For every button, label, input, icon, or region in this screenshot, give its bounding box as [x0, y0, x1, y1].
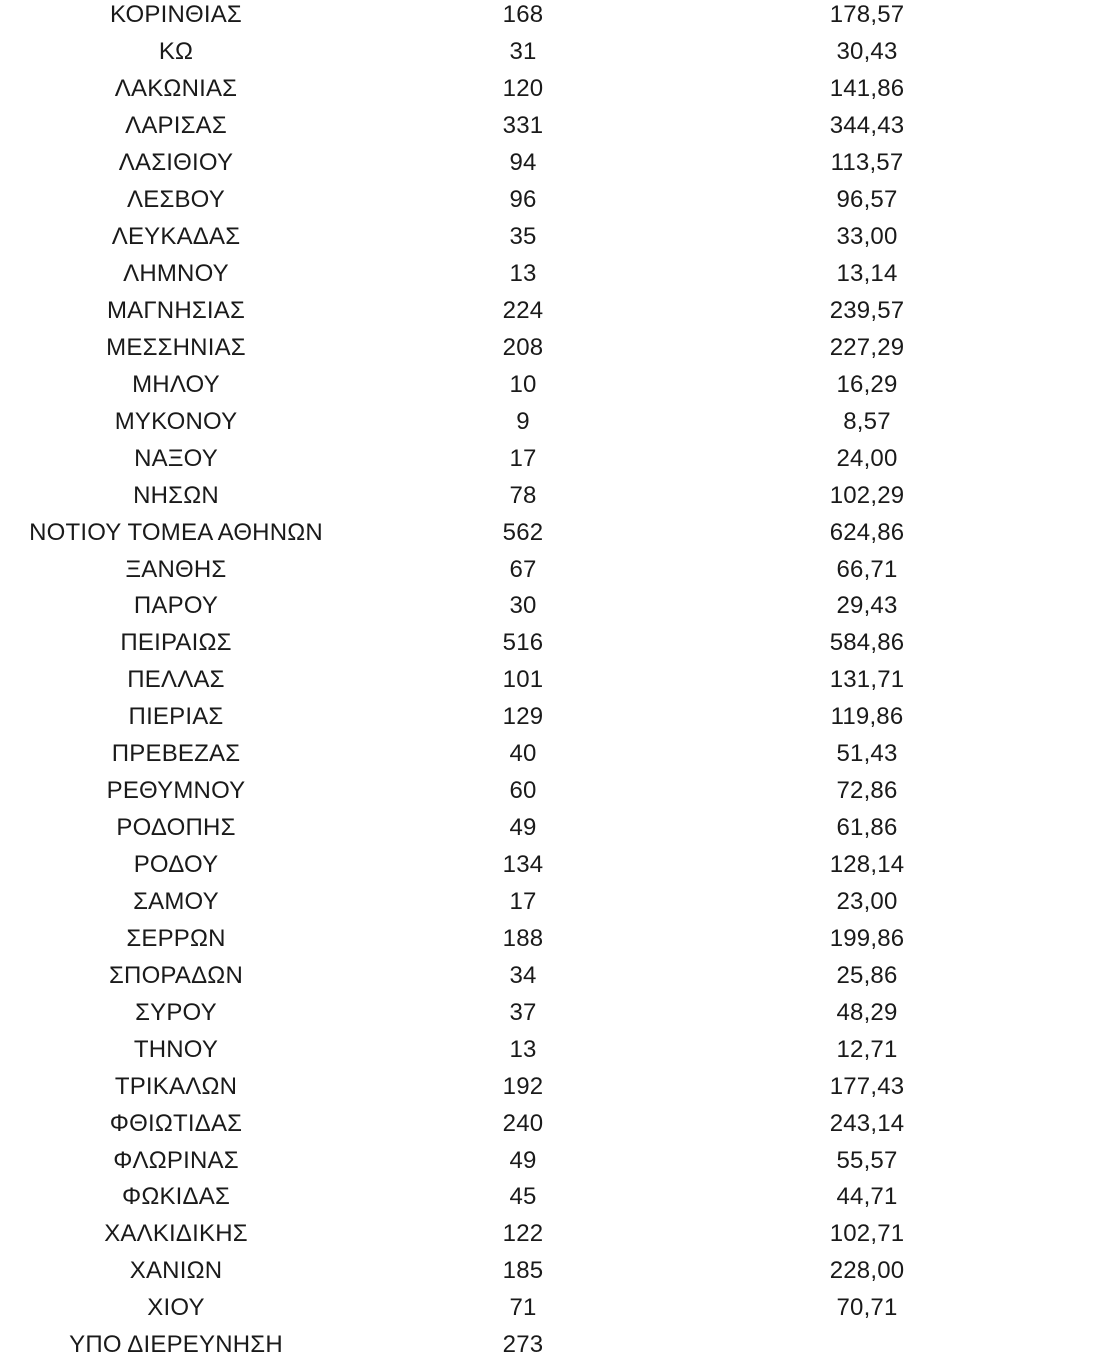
average-value: 55,57	[836, 1146, 898, 1174]
table-row	[0, 699, 1099, 736]
region-name: ΧΑΛΚΙΔΙΚΗΣ	[104, 1220, 248, 1248]
average-value: 44,71	[836, 1183, 898, 1211]
average-value: 102,29	[829, 481, 905, 509]
table-row	[0, 957, 1099, 994]
cases-count: 273	[502, 1331, 544, 1359]
average-value: 48,29	[836, 998, 898, 1026]
region-name: ΤΗΝΟΥ	[133, 1035, 219, 1063]
region-name: ΛΑΣΙΘΙΟΥ	[118, 149, 234, 177]
region-name: ΦΩΚΙΔΑΣ	[121, 1183, 231, 1211]
table-row	[0, 514, 1099, 551]
table-row	[0, 884, 1099, 921]
region-name: ΠΕΙΡΑΙΩΣ	[120, 629, 232, 657]
table-row	[0, 477, 1099, 514]
cases-count: 40	[509, 740, 537, 768]
region-name: ΦΘΙΩΤΙΔΑΣ	[109, 1109, 243, 1137]
cases-count: 60	[509, 777, 537, 805]
table-row	[0, 256, 1099, 293]
table-row	[0, 403, 1099, 440]
table-row	[0, 810, 1099, 847]
average-value: 239,57	[829, 296, 905, 324]
region-name: ΝΟΤΙΟΥ ΤΟΜΕΑ ΑΘΗΝΩΝ	[29, 518, 323, 546]
average-value: 12,71	[836, 1035, 898, 1063]
average-value: 23,00	[836, 887, 898, 915]
table-row	[0, 34, 1099, 71]
table-row	[0, 994, 1099, 1031]
table-row	[0, 1031, 1099, 1068]
table-row	[0, 773, 1099, 810]
region-name: ΜΗΛΟΥ	[132, 370, 220, 398]
average-value: 96,57	[836, 186, 898, 214]
average-value: 30,43	[836, 38, 898, 66]
table-row	[0, 847, 1099, 884]
cases-count: 17	[509, 887, 537, 915]
average-value: 51,43	[836, 740, 898, 768]
table-row	[0, 1290, 1099, 1327]
average-value: 584,86	[829, 629, 905, 657]
average-value: 16,29	[836, 370, 898, 398]
table-row	[0, 1327, 1099, 1364]
region-name: ΥΠΟ ΔΙΕΡΕΥΝΗΣΗ	[69, 1331, 283, 1359]
region-name: ΛΗΜΝΟΥ	[123, 260, 229, 288]
cases-count: 13	[509, 1035, 537, 1063]
cases-count: 562	[502, 518, 544, 546]
region-name: ΜΥΚΟΝΟΥ	[114, 407, 238, 435]
cases-count: 31	[509, 38, 537, 66]
cases-count: 37	[509, 998, 537, 1026]
cases-count: 120	[502, 75, 544, 103]
region-name: ΝΑΞΟΥ	[134, 444, 218, 472]
average-value: 228,00	[829, 1257, 905, 1285]
region-name: ΣΕΡΡΩΝ	[126, 924, 226, 952]
cases-count: 35	[509, 223, 537, 251]
average-value: 72,86	[836, 777, 898, 805]
table-row	[0, 1105, 1099, 1142]
average-value: 199,86	[829, 924, 905, 952]
region-name: ΠΡΕΒΕΖΑΣ	[111, 740, 241, 768]
region-name: ΡΟΔΟΠΗΣ	[116, 814, 236, 842]
region-name: ΤΡΙΚΑΛΩΝ	[114, 1072, 238, 1100]
table-row	[0, 182, 1099, 219]
average-value: 13,14	[836, 260, 898, 288]
cases-count: 13	[509, 260, 537, 288]
average-value: 131,71	[829, 666, 905, 694]
table-row	[0, 366, 1099, 403]
cases-count: 49	[509, 1146, 537, 1174]
region-name: ΣΑΜΟΥ	[133, 887, 219, 915]
cases-count: 188	[502, 924, 544, 952]
table-row	[0, 329, 1099, 366]
cases-count: 94	[509, 149, 537, 177]
table-row	[0, 1142, 1099, 1179]
average-value: 177,43	[829, 1072, 905, 1100]
average-value: 141,86	[829, 75, 905, 103]
cases-count: 10	[509, 370, 537, 398]
region-name: ΧΑΝΙΩΝ	[129, 1257, 223, 1285]
table-row	[0, 440, 1099, 477]
average-value: 624,86	[829, 518, 905, 546]
table-row	[0, 625, 1099, 662]
cases-count: 96	[509, 186, 537, 214]
cases-count: 185	[502, 1257, 544, 1285]
average-value: 243,14	[829, 1109, 905, 1137]
average-value: 29,43	[836, 592, 898, 620]
average-value: 113,57	[830, 149, 904, 177]
cases-count: 192	[502, 1072, 544, 1100]
table-row	[0, 1216, 1099, 1253]
region-name: ΠΑΡΟΥ	[133, 592, 219, 620]
cases-count: 101	[502, 666, 544, 694]
region-name: ΜΕΣΣΗΝΙΑΣ	[106, 333, 246, 361]
region-name: ΛΕΥΚΑΔΑΣ	[111, 223, 241, 251]
average-value: 119,86	[830, 703, 904, 731]
average-value: 227,29	[829, 333, 905, 361]
average-value: 61,86	[836, 814, 898, 842]
table-row	[0, 551, 1099, 588]
table-row	[0, 736, 1099, 773]
average-value: 344,43	[829, 112, 905, 140]
table-row	[0, 588, 1099, 625]
region-name: ΠΙΕΡΙΑΣ	[128, 703, 224, 731]
region-name: ΛΑΚΩΝΙΑΣ	[114, 75, 238, 103]
average-value: 24,00	[836, 444, 898, 472]
region-name: ΡΕΘΥΜΝΟΥ	[106, 777, 246, 805]
cases-count: 129	[502, 703, 544, 731]
region-name: ΡΟΔΟΥ	[133, 851, 219, 879]
average-value: 8,57	[843, 407, 891, 435]
cases-count: 49	[509, 814, 537, 842]
average-value: 178,57	[829, 1, 905, 29]
average-value: 66,71	[836, 555, 898, 583]
cases-count: 168	[502, 1, 544, 29]
region-name: ΝΗΣΩΝ	[133, 481, 219, 509]
average-value: 25,86	[836, 961, 898, 989]
cases-count: 34	[509, 961, 537, 989]
region-name: ΠΕΛΛΑΣ	[127, 666, 225, 694]
cases-count: 516	[502, 629, 544, 657]
table-row	[0, 219, 1099, 256]
region-name: ΣΥΡΟΥ	[135, 998, 217, 1026]
region-name: ΣΠΟΡΑΔΩΝ	[109, 961, 243, 989]
table-row	[0, 108, 1099, 145]
cases-count: 78	[509, 481, 537, 509]
table-row	[0, 71, 1099, 108]
average-value: 70,71	[836, 1294, 898, 1322]
average-value: 102,71	[829, 1220, 905, 1248]
region-name: ΦΛΩΡΙΝΑΣ	[113, 1146, 239, 1174]
table-row	[0, 0, 1099, 34]
cases-count: 331	[502, 112, 544, 140]
table-row	[0, 293, 1099, 330]
cases-count: 240	[502, 1109, 544, 1137]
cases-count: 71	[509, 1294, 537, 1322]
cases-count: 224	[502, 296, 544, 324]
region-name: ΚΟΡΙΝΘΙΑΣ	[110, 1, 242, 29]
table-row	[0, 920, 1099, 957]
region-name: ΜΑΓΝΗΣΙΑΣ	[106, 296, 246, 324]
table-row	[0, 1068, 1099, 1105]
cases-count: 30	[509, 592, 537, 620]
cases-count: 9	[516, 407, 530, 435]
cases-count: 122	[502, 1220, 544, 1248]
region-name: ΞΑΝΘΗΣ	[125, 555, 227, 583]
table-row	[0, 145, 1099, 182]
region-name: ΚΩ	[158, 38, 194, 66]
cases-count: 45	[509, 1183, 537, 1211]
cases-count: 17	[509, 444, 537, 472]
region-name: ΛΑΡΙΣΑΣ	[125, 112, 227, 140]
cases-count: 134	[502, 851, 544, 879]
region-name: ΧΙΟΥ	[147, 1294, 205, 1322]
table-row	[0, 1179, 1099, 1216]
average-value: 33,00	[836, 223, 898, 251]
table-row	[0, 662, 1099, 699]
cases-count: 208	[502, 333, 544, 361]
table-row	[0, 1253, 1099, 1290]
cases-count: 67	[509, 555, 537, 583]
average-value: 128,14	[829, 851, 905, 879]
region-name: ΛΕΣΒΟΥ	[127, 186, 225, 214]
